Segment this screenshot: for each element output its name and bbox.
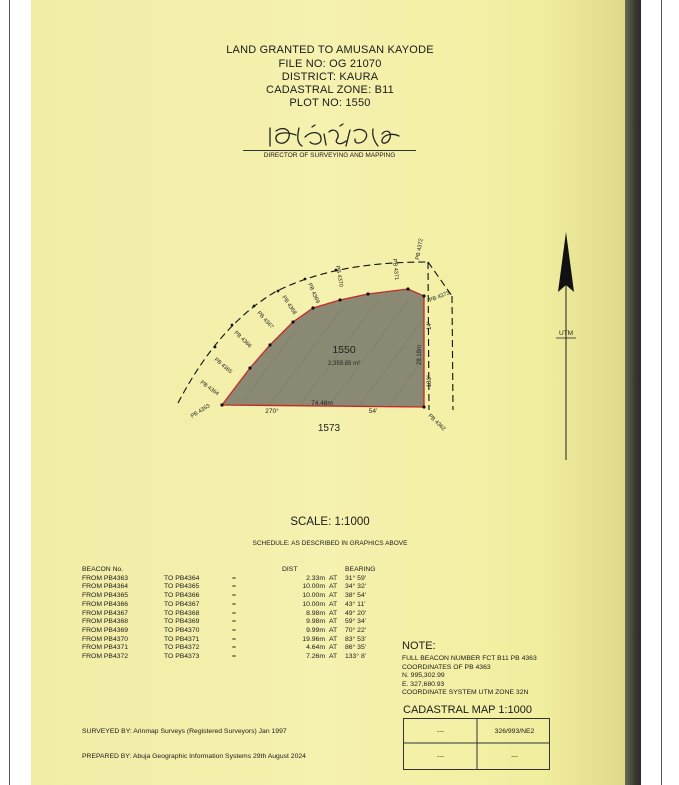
cadastral-zone: CADASTRAL ZONE: B11: [266, 84, 394, 96]
utm-label: UTM: [558, 330, 574, 337]
cell-from: FROM PB4364: [82, 583, 129, 591]
cell-at: AT: [329, 635, 338, 643]
cell-eq: =: [232, 635, 236, 643]
cad-cell: ---: [437, 753, 444, 760]
schedule-note: SCHEDULE: AS DESCRIBED IN GRAPHICS ABOVE: [252, 540, 408, 547]
cell-at: AT: [329, 583, 338, 591]
cell-bearing: 86° 35': [345, 644, 367, 652]
beacon-label: PB 4372: [415, 238, 425, 261]
header-empty: [329, 566, 345, 575]
cell-eq: =: [232, 653, 236, 661]
cell-at: AT: [329, 574, 338, 582]
cell-bearing: 43° 11': [345, 600, 366, 608]
table-row: [82, 627, 385, 636]
cell-eq: =: [232, 644, 236, 652]
beacon-marker: [338, 298, 341, 301]
beacon-label: PB 4363: [189, 403, 212, 420]
beacon-marker: [422, 405, 425, 408]
director-title: DIRECTOR OF SURVEYING AND MAPPING: [243, 150, 416, 159]
beacon-marker: [268, 343, 271, 346]
beacon-marker: [253, 305, 256, 308]
header-beacon: BEACON No.: [82, 566, 124, 573]
cell-dist: 4.64m: [306, 644, 325, 652]
cell-to: TO PB4373: [164, 653, 200, 661]
cell-dist: 10.00m: [302, 583, 325, 591]
cell-eq: =: [232, 609, 236, 617]
table-row: [82, 653, 385, 662]
note-title: NOTE:: [402, 640, 436, 652]
beacon-label: PB 4371: [391, 258, 400, 281]
cell-to: TO PB4368: [164, 609, 200, 617]
cell-from: FROM PB4369: [82, 626, 129, 634]
cell-from: FROM PB4370: [82, 635, 129, 643]
cell-from: FROM PB4368: [82, 618, 129, 626]
note-line: COORDINATE SYSTEM UTM ZONE 32N: [402, 689, 529, 696]
cell-bearing: 49° 20': [345, 609, 367, 617]
north-arrow-icon: [556, 232, 576, 460]
beacon-label: PB 4373: [428, 290, 451, 304]
cell-dist: 9.99m: [306, 626, 325, 634]
cell-at: AT: [329, 609, 338, 617]
plot-number: PLOT NO: 1550: [289, 97, 371, 109]
neighbor-plot-number: 1573: [317, 423, 341, 434]
right-bearing-bottom: 180°: [427, 374, 433, 388]
bottom-edge-length: 74.48m: [311, 400, 333, 407]
cell-bearing: 70° 22': [345, 626, 367, 634]
cell-bearing: 31° 59': [345, 574, 367, 582]
note-line: FULL BEACON NUMBER FCT B11 PB 4363: [402, 655, 537, 662]
file-number: FILE NO: OG 21070: [278, 58, 382, 70]
cell-eq: =: [232, 574, 236, 582]
beacon-label: PB 4362: [426, 413, 447, 433]
grantee-title: LAND GRANTED TO AMUSAN KAYODE: [226, 44, 434, 56]
header-bearing: BEARING: [345, 566, 376, 573]
cadastral-map-title: CADASTRAL MAP 1:1000: [403, 704, 533, 716]
prepared-by: PREPARED BY: Abuja Geographic Information Systems 29th August 2024: [82, 753, 306, 760]
cell-bearing: 83° 53': [345, 635, 367, 643]
header-empty: [164, 566, 232, 575]
cell-eq: =: [232, 618, 236, 626]
cell-dist: 10.00m: [302, 600, 325, 608]
cell-from: FROM PB4365: [82, 592, 129, 600]
cell-from: FROM PB4371: [82, 644, 129, 652]
cell-at: AT: [329, 592, 338, 600]
cad-cell: 326/993/NE2: [494, 728, 535, 735]
cadastral-map-box: [403, 718, 550, 770]
table-row: [82, 583, 385, 592]
beacon-marker: [248, 366, 251, 369]
cell-dist: 19.96m: [302, 635, 325, 643]
beacon-marker: [311, 306, 314, 309]
beacon-label: PB 4364: [198, 379, 220, 398]
note-line: N. 995,302.99: [402, 672, 445, 679]
cell-to: TO PB4369: [164, 618, 200, 626]
cell-eq: =: [232, 600, 236, 608]
beacon-label: PB 4370: [334, 265, 344, 288]
cell-dist: 8.98m: [306, 609, 325, 617]
note-block: [402, 655, 537, 698]
table-row: [82, 601, 385, 610]
table-row: [82, 636, 385, 645]
cell-bearing: 59° 34': [345, 618, 367, 626]
cell-to: TO PB4367: [164, 600, 200, 608]
beacon-marker: [220, 403, 223, 406]
cell-dist: 9.98m: [306, 618, 325, 626]
beacon-label: PB 4367: [255, 310, 275, 331]
cell-to: TO PB4371: [164, 635, 200, 643]
plan-plot-number: 1550: [332, 344, 356, 356]
cell-to: TO PB4366: [164, 592, 200, 600]
district: DISTRICT: KAURA: [281, 71, 379, 83]
director-signature: [270, 124, 399, 146]
beacon-marker: [366, 292, 369, 295]
cell-to: TO PB4364: [164, 574, 200, 582]
cad-cell: ---: [437, 728, 444, 735]
cell-bearing: 133° 8': [345, 653, 367, 661]
cell-eq: =: [232, 583, 236, 591]
cell-at: AT: [329, 644, 338, 652]
cell-from: FROM PB4366: [82, 600, 129, 608]
cell-from: FROM PB4363: [82, 574, 129, 582]
table-row: [82, 618, 385, 627]
header-dist: DIST: [282, 566, 298, 573]
table-row: [82, 592, 385, 601]
header-empty: [232, 566, 276, 575]
cell-eq: =: [232, 626, 236, 634]
beacon-marker: [231, 324, 234, 327]
beacon-marker: [304, 278, 307, 281]
right-edge-length: 28.18m: [417, 344, 423, 366]
beacon-label: PB 4369: [306, 282, 321, 305]
beacon-label: PB 4368: [280, 294, 298, 316]
note-line: E. 327,680.93: [402, 680, 445, 688]
table-row: [82, 575, 385, 584]
cell-dist: 2.33m: [306, 574, 325, 582]
plot-area: 2,359.85 m²: [327, 361, 361, 367]
cell-eq: =: [232, 592, 236, 600]
note-line: COORDINATES OF PB 4363: [402, 663, 491, 671]
beacon-label: PB 4366: [232, 330, 253, 350]
beacon-marker: [214, 346, 217, 349]
table-row: [82, 610, 385, 619]
cell-at: AT: [329, 618, 338, 626]
beacon-label: PB 4365: [212, 356, 234, 376]
beacon-marker: [277, 290, 280, 293]
cell-at: AT: [329, 600, 338, 608]
table-header-row: [82, 566, 385, 575]
plot-polygon: [222, 289, 424, 407]
right-bearing-top: 14': [427, 322, 433, 330]
cell-to: TO PB4370: [164, 626, 200, 634]
table-row: [82, 644, 385, 653]
bottom-bearing-right: 54': [368, 408, 378, 415]
cell-from: FROM PB4367: [82, 609, 129, 617]
scale-label: SCALE: 1:1000: [290, 516, 370, 528]
beacon-marker: [422, 294, 425, 297]
cell-bearing: 38° 54': [345, 592, 367, 600]
cell-bearing: 34° 32': [345, 583, 367, 591]
cell-to: TO PB4365: [164, 583, 200, 591]
surveyed-by: SURVEYED BY: Arinmap Surveys (Registered Surveyors) Jan 1997: [82, 728, 287, 735]
cell-dist: 7.26m: [306, 653, 325, 661]
cad-cell: ---: [511, 753, 518, 760]
beacon-marker: [406, 287, 409, 290]
beacon-schedule-table: [82, 566, 385, 662]
cell-at: AT: [329, 626, 338, 634]
cell-to: TO PB4372: [164, 644, 200, 652]
cell-at: AT: [329, 653, 338, 661]
beacon-marker: [291, 320, 294, 323]
bottom-bearing-left: 270°: [265, 408, 279, 415]
cell-dist: 10.00m: [302, 592, 325, 600]
cell-from: FROM PB4372: [82, 653, 129, 661]
